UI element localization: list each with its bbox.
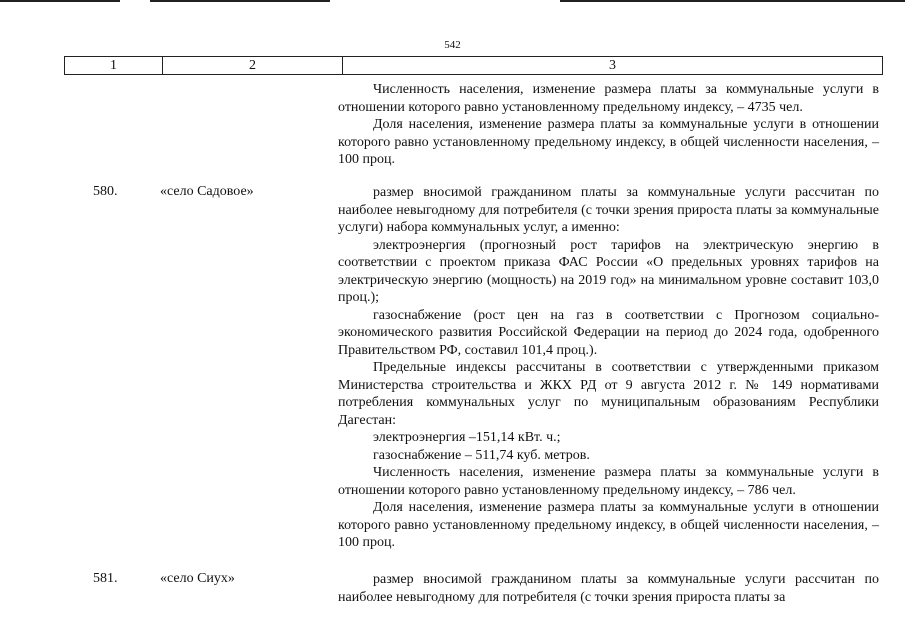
scan-edge-right: [560, 0, 905, 2]
entry-text-block: [338, 184, 879, 552]
paragraph: Доля населения, изменение размера платы за коммунальные услуги в отношении которого равно установленному предельному индексу, в общей численности населения, – 100 проц.: [338, 500, 879, 550]
paragraph: размер вносимой гражданином платы за коммунальные услуги рассчитан по наиболее невыгодному для потребителя (с точки зрения прироста платы за коммунальные услуги) набора коммунальных услуг, а именно:: [338, 185, 879, 235]
paragraph: Предельные индексы рассчитаны в соответствии с утвержденными приказом Министерства строительства и ЖКХ РД от 9 августа 2012 г. № 149 нормативами потребления коммунальных услуг по муниципальным образованиям Республики Дагестан:: [338, 360, 879, 428]
settlement-name: «село Сиух»: [160, 571, 235, 586]
entry-number: 580.: [93, 184, 118, 199]
scan-edge-left: [0, 0, 120, 2]
column-header-table: [64, 56, 883, 75]
paragraph: газоснабжение (рост цен на газ в соответствии с Прогнозом социально-экономического развития Российской Федерации на период до 2024 года, одобренного Правительством РФ, составил 101,4 проц.).: [338, 307, 879, 358]
column-header-3: 3: [343, 57, 883, 75]
entry-number: 581.: [93, 571, 118, 586]
paragraph: электроэнергия –151,14 кВт. ч.;: [373, 430, 561, 445]
paragraph: Численность населения, изменение размера платы за коммунальные услуги в отношении которого равно установленному предельному индексу, – 786 чел.: [338, 465, 879, 498]
continued-text-block: [338, 81, 879, 169]
column-header-2: 2: [163, 57, 343, 75]
column-header-1: 1: [65, 57, 163, 75]
entry-text-block: [338, 571, 879, 606]
scan-edge-center: [150, 0, 330, 2]
paragraph: газоснабжение – 511,74 куб. метров.: [373, 447, 590, 463]
settlement-name: «село Садовое»: [160, 184, 254, 199]
paragraph: электроэнергия (прогнозный рост тарифов на электрическую энергию в соответствии с проектом приказа ФАС России «О предельных уровнях тарифов на электрическую энергию (мощность) на 2019 год» на минимальном уровне составит 103,0 проц.);: [338, 237, 879, 305]
page-number: 542: [444, 39, 461, 51]
paragraph: размер вносимой гражданином платы за коммунальные услуги рассчитан по наиболее невыгодному для потребителя (с точки зрения прироста платы за: [338, 572, 879, 605]
paragraph: Численность населения, изменение размера платы за коммунальные услуги в отношении которого равно установленному предельному индексу, – 4735 чел.: [338, 82, 879, 115]
paragraph: Доля населения, изменение размера платы за коммунальные услуги в отношении которого равно установленному предельному индексу, в общей численности населения, – 100 проц.: [338, 117, 879, 167]
